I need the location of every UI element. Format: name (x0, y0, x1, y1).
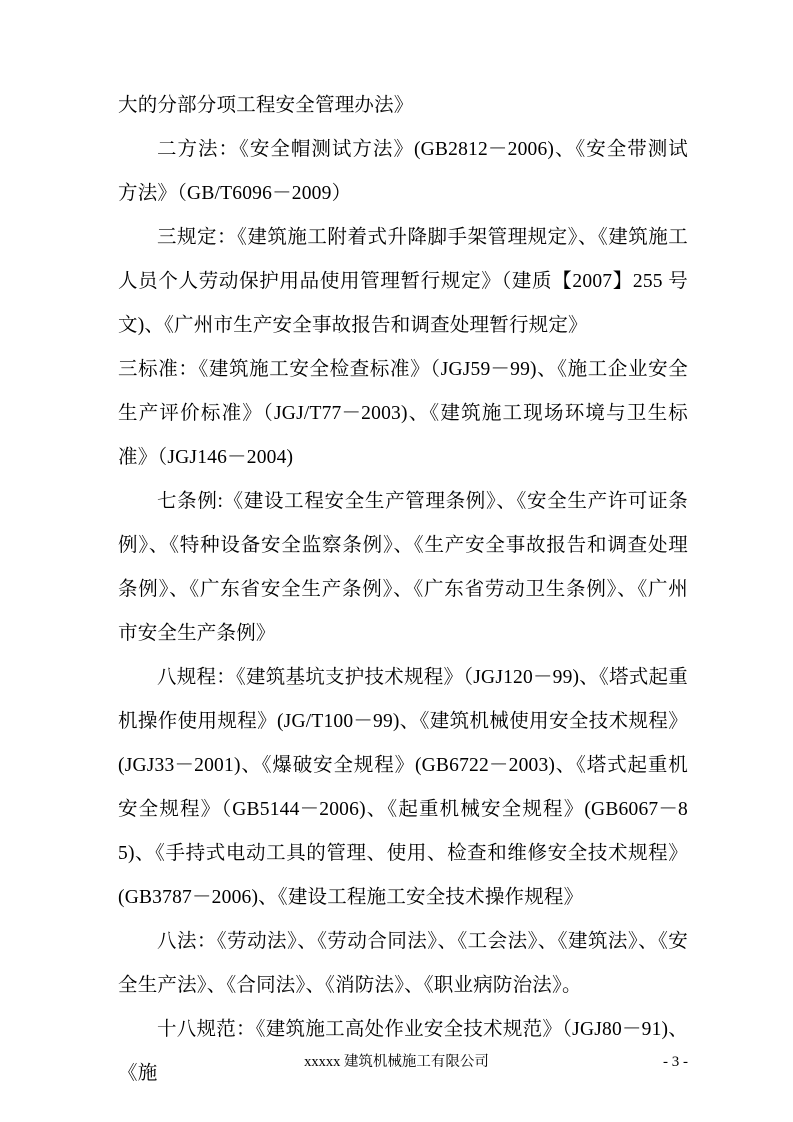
paragraph: 二方法：《安全帽测试方法》(GB2812－2006)、《安全带测试方法》（GB/T6096－2009） (118, 139, 688, 204)
document-body (118, 84, 688, 1096)
page-footer (0, 1050, 793, 1074)
paragraph: 八法：《劳动法》、《劳动合同法》、《工会法》、《建筑法》、《安全生产法》、《合同法》、《消防法》、《职业病防治法》。 (118, 931, 688, 996)
paragraph: 十八规范：《建筑施工高处作业安全技术规范》（JGJ80－91)、《施 (118, 1019, 688, 1084)
paragraph: 七条例:《建设工程安全生产管理条例》、《安全生产许可证条例》、《特种设备安全监察条例》、《生产安全事故报告和调查处理条例》、《广东省安全生产条例》、《广东省劳动卫生条例》、《广州市安全生产条例》 (118, 491, 688, 644)
paragraph: 三标准：《建筑施工安全检查标准》（JGJ59－99)、《施工企业安全生产评价标准》（JGJ/T77－2003)、《建筑施工现场环境与卫生标准》（JGJ146－2004) (118, 359, 688, 468)
footer-company-name: xxxxx 建筑机械施工有限公司 (304, 1054, 489, 1070)
paragraph: 八规程：《建筑基坑支护技术规程》（JGJ120－99)、《塔式起重机操作使用规程》(JG/T100－99)、《建筑机械使用安全技术规程》(JGJ33－2001)、《爆破安全规程》(GB6722－2003)、《塔式起重机安全规程》（GB5144－2006)、《起重机械安全规程》(GB6067－85)、《手持式电动工具的管理、使用、检查和维修安全技术规程》(GB3787－2006)、《建设工程施工安全技术操作规程》 (118, 667, 688, 908)
footer-page-number: - 3 - (663, 1054, 688, 1070)
paragraph: 三规定：《建筑施工附着式升降脚手架管理规定》、《建筑施工人员个人劳动保护用品使用管理暂行规定》（建质【2007】255 号文)、《广州市生产安全事故报告和调查处理暂行规定》 (118, 227, 688, 336)
paragraph: 大的分部分项工程安全管理办法》 (118, 95, 414, 116)
